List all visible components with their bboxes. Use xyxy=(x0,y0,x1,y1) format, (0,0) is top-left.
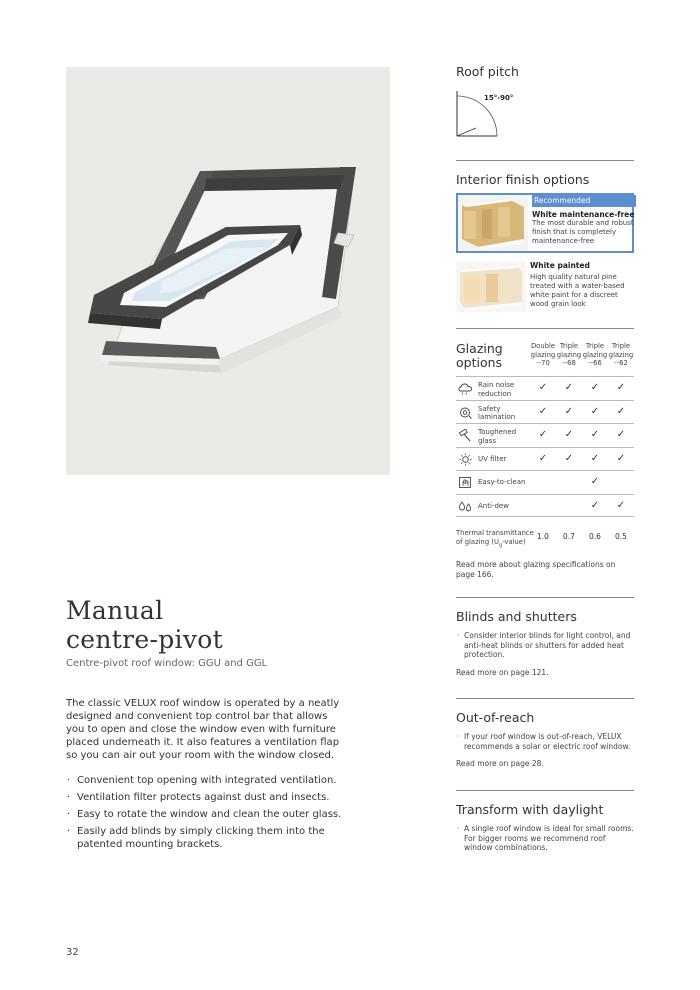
rain-cloud-icon xyxy=(458,382,473,395)
finish-option-maintenance-free xyxy=(456,193,634,253)
glazing-column-header xyxy=(530,342,556,368)
finish-option-name: White painted xyxy=(530,261,590,270)
row-label xyxy=(478,428,530,445)
check-mark: ✓ xyxy=(538,452,548,464)
table-row xyxy=(456,376,634,400)
row-label-line: Rain noise xyxy=(478,381,515,389)
out-of-reach-title: Out-of-reach xyxy=(456,710,535,725)
check-mark: ✓ xyxy=(590,382,600,393)
column-header-line: Double xyxy=(530,342,556,350)
daylight-section xyxy=(456,802,634,853)
row-label: UV filter xyxy=(478,454,507,463)
check-mark: ✓ xyxy=(564,452,574,464)
page-title xyxy=(66,596,223,654)
check-mark: ✓ xyxy=(590,499,600,511)
profile-white-maintenance-free-image xyxy=(458,195,528,251)
check-mark: ✓ xyxy=(616,382,626,393)
check-mark: ✓ xyxy=(590,429,600,440)
finish-options xyxy=(456,193,634,317)
blinds-section xyxy=(456,609,634,677)
intro-paragraph: The classic VELUX roof window is operated by a neatly designed and convenient top control bar that allows you to open and close the window even with furniture placed underneath it. It also features a ventilation flap so you can air out your room with the window closed. xyxy=(66,698,340,761)
glazing-table xyxy=(456,376,634,517)
column-header-line: Triple xyxy=(611,342,631,350)
finish-option-desc: High quality natural pine treated with a water-based white paint for a discreet wood grain look xyxy=(530,273,625,308)
finish-option-name: White maintenance-free xyxy=(532,210,635,219)
blinds-title: Blinds and shutters xyxy=(456,609,577,624)
row-label-line: Safety xyxy=(478,404,501,413)
column-header-code: --66 xyxy=(588,359,602,367)
roof-window-illustration xyxy=(66,67,390,475)
section-divider xyxy=(456,597,634,598)
table-row xyxy=(456,470,634,494)
check-mark: ✓ xyxy=(538,382,548,393)
glazing-title xyxy=(456,342,503,370)
thermal-value: 0.7 xyxy=(563,532,575,541)
thermal-label-line xyxy=(456,538,534,550)
safety-gear-icon xyxy=(458,406,473,419)
thermal-value: 0.5 xyxy=(615,532,627,541)
row-label-line: lamination xyxy=(478,413,516,421)
feature-item: · Easily add blinds by simply clicking them into the patented mounting brackets. xyxy=(66,825,356,851)
clean-hand-icon xyxy=(458,476,473,489)
glazing-note: Read more about glazing specifications on page 166. xyxy=(456,560,616,579)
glazing-title-line-1: Glazing xyxy=(456,341,503,356)
finish-option-text xyxy=(530,259,634,309)
droplets-icon xyxy=(458,500,473,513)
column-header-line: glazing xyxy=(556,350,582,359)
finish-option-desc: The most durable and robust finish that is completely maintenance-free xyxy=(532,219,634,245)
check-mark: ✓ xyxy=(538,429,548,440)
row-label-line: reduction xyxy=(478,389,512,398)
row-label xyxy=(478,381,530,398)
out-of-reach-read-more: Read more on page 28. xyxy=(456,759,544,768)
table-row xyxy=(456,400,634,424)
thermal-label-part: of glazing (U xyxy=(456,537,499,546)
check-mark: ✓ xyxy=(564,429,574,440)
table-row xyxy=(456,423,634,447)
blinds-read-more: Read more on page 121. xyxy=(456,667,549,677)
row-label-line: glass xyxy=(478,436,496,445)
check-mark: ✓ xyxy=(564,405,574,417)
column-header-line: glazing xyxy=(582,350,608,359)
glazing-column-header xyxy=(556,342,582,368)
feature-item: · Ventilation filter protects against dust and insects. xyxy=(66,791,356,804)
thermal-value: 0.6 xyxy=(589,532,601,541)
row-label: Anti-dew xyxy=(478,501,509,510)
column-header-line: glazing xyxy=(608,350,634,359)
recommended-badge: Recommended xyxy=(532,195,636,207)
product-photo xyxy=(66,67,390,475)
column-header-line: Triple xyxy=(559,342,579,350)
thermal-label-part: -value) xyxy=(502,537,526,546)
column-header-line: Triple xyxy=(585,342,605,350)
blinds-bullet: · Consider interior blinds for light control, and anti-heat blinds or shutters for added heat protection. xyxy=(456,631,634,660)
table-row xyxy=(456,447,634,471)
page-subtitle: Centre-pivot roof window: GGU and GGL xyxy=(66,658,268,669)
glazing-column-header xyxy=(582,342,608,368)
feature-item: · Easy to rotate the window and clean the outer glass. xyxy=(66,808,356,821)
column-header-line: glazing xyxy=(530,350,556,359)
section-divider xyxy=(456,328,634,329)
sun-icon xyxy=(458,453,473,466)
thermal-value: 1.0 xyxy=(537,532,549,541)
section-divider xyxy=(456,698,634,699)
check-mark: ✓ xyxy=(538,405,548,417)
out-of-reach-bullet: · If your roof window is out-of-reach, VELUX recommends a solar or electric roof window. xyxy=(456,732,634,751)
hammer-icon xyxy=(458,429,473,442)
finish-option-text xyxy=(532,195,636,246)
glazing-title-line-2: options xyxy=(456,355,503,370)
check-mark: ✓ xyxy=(590,476,600,487)
column-header-code: --62 xyxy=(614,359,628,367)
title-line-2: centre-pivot xyxy=(66,625,223,654)
finish-title: Interior finish options xyxy=(456,172,590,187)
check-mark: ✓ xyxy=(590,405,600,417)
roof-pitch-title: Roof pitch xyxy=(456,64,519,79)
check-mark: ✓ xyxy=(616,429,626,440)
section-divider xyxy=(456,790,634,791)
thermal-label-line: Thermal transmittance xyxy=(456,529,534,537)
feature-item: · Convenient top opening with integrated ventilation. xyxy=(66,774,356,787)
check-mark: ✓ xyxy=(590,452,600,464)
daylight-bullet: · A single roof window is ideal for small rooms. For bigger rooms we recommend roof window combinations. xyxy=(456,824,634,853)
finish-option-white-painted xyxy=(456,259,634,311)
row-label xyxy=(478,405,530,422)
column-header-code: --68 xyxy=(562,359,576,367)
glazing-column-header xyxy=(608,342,634,368)
thermal-label-subscript: g xyxy=(498,541,503,548)
check-mark: ✓ xyxy=(616,452,626,464)
profile-white-painted-image xyxy=(456,259,526,315)
thermal-transmittance-row xyxy=(456,529,634,551)
daylight-title: Transform with daylight xyxy=(456,802,604,817)
title-line-1: Manual xyxy=(66,596,164,625)
thermal-label xyxy=(456,529,534,549)
column-header-code: --70 xyxy=(536,359,550,367)
table-row xyxy=(456,494,634,518)
out-of-reach-section xyxy=(456,710,634,768)
check-mark: ✓ xyxy=(564,382,574,393)
row-label-line: Toughened xyxy=(478,428,517,436)
page-number: 32 xyxy=(66,947,79,958)
roof-pitch-range: 15°-90° xyxy=(484,94,514,102)
row-label: Easy-to-clean xyxy=(478,478,526,486)
section-divider xyxy=(456,160,634,161)
check-mark: ✓ xyxy=(616,499,626,511)
check-mark: ✓ xyxy=(616,405,626,417)
feature-list xyxy=(66,774,356,855)
